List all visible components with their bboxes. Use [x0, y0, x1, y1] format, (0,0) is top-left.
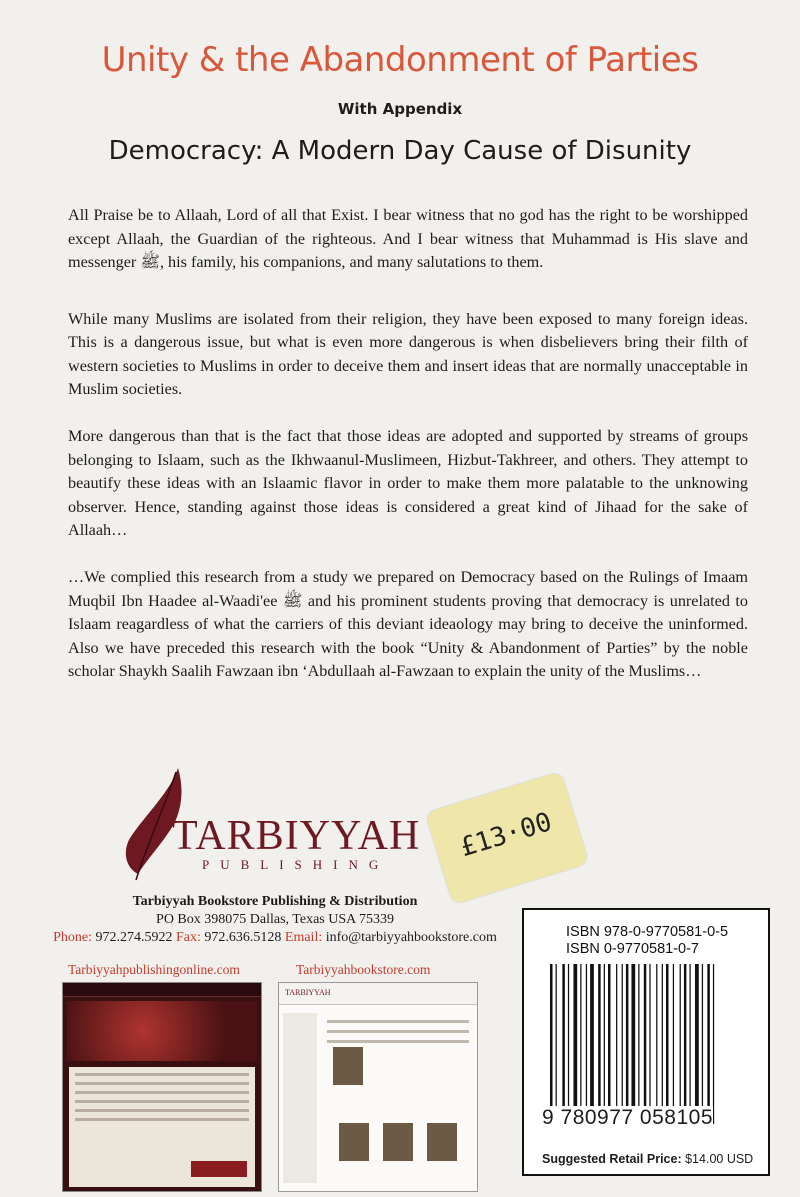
sticker-price: £13·00	[456, 807, 556, 864]
phone-number: 972.274.5922	[95, 930, 173, 945]
barcode-digits: 9 780977 058105	[542, 1106, 713, 1129]
isbn-10: ISBN 0-9770581-0-7	[566, 941, 699, 957]
suggested-retail-price	[542, 1152, 753, 1166]
phone-label: Phone:	[53, 930, 93, 945]
screenshot-content-area	[69, 1067, 255, 1187]
publisher-logo-name: TARBIYYAH	[172, 813, 421, 859]
screenshot-nav-bar	[63, 983, 261, 997]
book-title: Unity & the Abandonment of Parties	[101, 40, 699, 80]
appendix-label: With Appendix	[337, 100, 463, 118]
screenshot-sidebar	[283, 1013, 317, 1183]
publisher-contact	[30, 929, 520, 947]
blurb-paragraph-4: …We complied this research from a study we prepared on Democracy based on the Rulings of Imaam Muqbil Ibn Haadee al-Waadi'ee ﷺ and his prominent students proving that democracy is unrelated to Islaam reagardless of what the carriers of this deviant ideaology may bring to deceive the uninformed. Also we have preceded this research with the book “Unity & Abandonment of Parties” by the noble scholar Shaykh Saalih Fawzaan ibn ‘Abdullaah al-Fawzaan to explain the unity of the Muslims…	[68, 568, 748, 680]
website-2-screenshot	[278, 982, 478, 1192]
isbn-13: ISBN 978-0-9770581-0-5	[566, 924, 729, 940]
blurb-paragraph-1: All Praise be to Allaah, Lord of all that Exist. I bear witness that no god has the right to be worshipped except Allaah, the Guardian of the righteous. And I bear witness that Muhammad is His slave and messenger ﷺ, his family, his companions, and many salutations to them.	[68, 206, 748, 271]
publisher-address: PO Box 398075 Dallas, Texas USA 75339	[156, 912, 394, 927]
blurb-paragraph-3: More dangerous than that is the fact that those ideas are adopted and supported by streams of groups belonging to Islaam, such as the Ikhwaanul-Muslimeen, Hizbut-Takhreer, and others. They attempt to beautify these ideas with an Islaamic flavor in order to make them more palatable to the unknowing observer. Hence, standing against those ideas is considered a great kind of Jihaad for the sake of Allaah…	[68, 427, 748, 539]
screenshot-book-image	[339, 1123, 369, 1161]
fax-number: 972.636.5128	[204, 930, 282, 945]
retail-label: Suggested Retail Price:	[542, 1152, 682, 1166]
publisher-info	[30, 893, 520, 947]
website-1-screenshot	[62, 982, 262, 1192]
publisher-logo-sub: PUBLISHING	[202, 857, 390, 872]
price-sticker	[425, 771, 589, 904]
fax-label: Fax:	[176, 930, 201, 945]
appendix-title: Democracy: A Modern Day Cause of Disunity	[108, 136, 692, 166]
email-label: Email:	[284, 930, 323, 945]
screenshot-header	[279, 983, 477, 1005]
screenshot-book-image	[383, 1123, 413, 1161]
screenshot-button	[191, 1161, 247, 1177]
publisher-name: Tarbiyyah Bookstore Publishing & Distribution	[132, 894, 418, 909]
isbn-barcode-panel	[522, 908, 770, 1176]
website-2-label: Tarbiyyahbookstore.com	[296, 962, 431, 977]
website-1-label: Tarbiyyahpublishingonline.com	[68, 962, 240, 977]
email-address: info@tarbiyyahbookstore.com	[325, 930, 497, 945]
screenshot-book-image	[333, 1047, 363, 1085]
screenshot-logo: TARBIYYAH	[285, 988, 331, 997]
screenshot-main	[323, 1013, 473, 1183]
screenshot-hero-banner	[67, 1001, 257, 1061]
screenshot-book-image	[427, 1123, 457, 1161]
blurb-paragraph-2: While many Muslims are isolated from their religion, they have been exposed to many foreign ideas. This is a dangerous issue, but what is even more dangerous is when disbelievers bring their filth of western societies to Muslims in order to deceive them and insert ideas that are normally unacceptable in Muslim societies.	[68, 309, 748, 398]
blurb	[68, 204, 748, 707]
retail-price: $14.00 USD	[685, 1152, 754, 1166]
